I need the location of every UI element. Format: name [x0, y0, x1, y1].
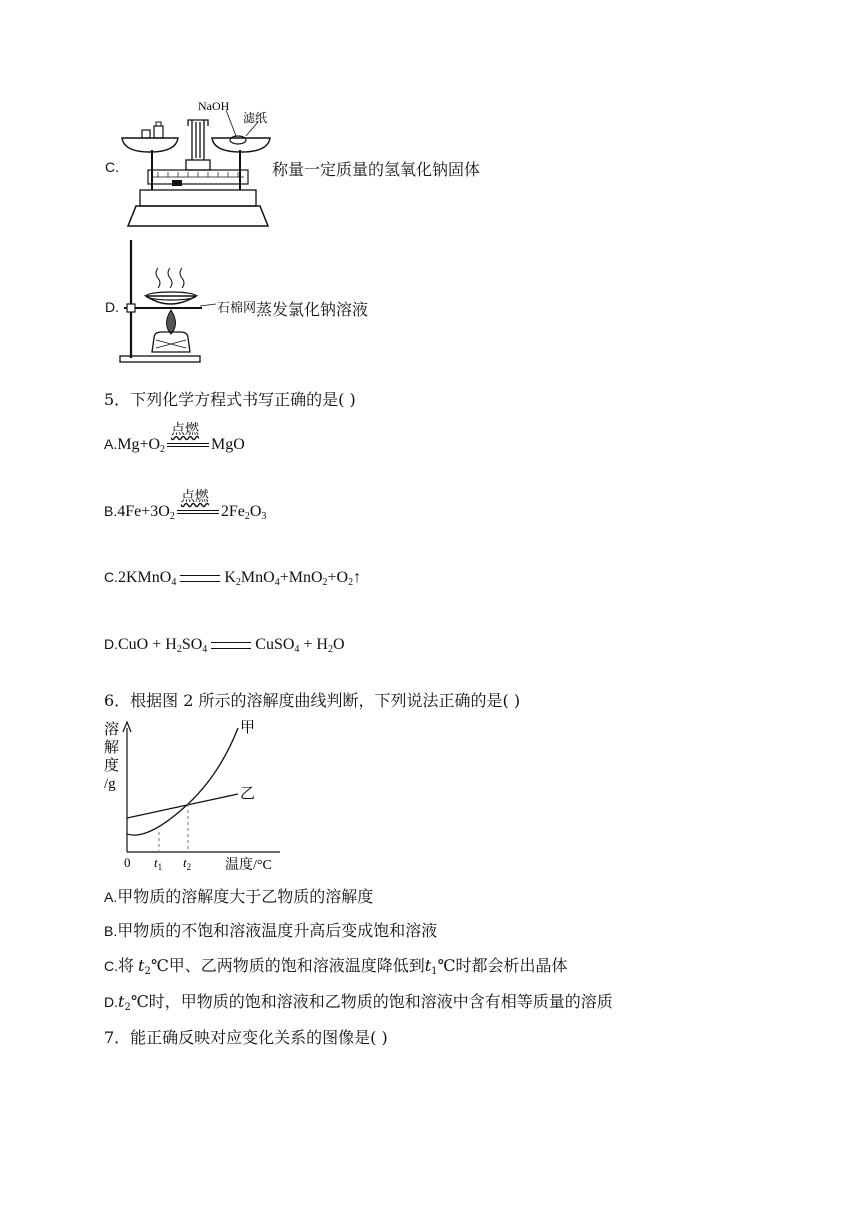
naoh-label: NaOH — [198, 99, 230, 113]
evaporation-diagram — [118, 240, 218, 366]
q6-option-b[interactable]: B.甲物质的不饱和溶液温度升高后变成饱和溶液 — [104, 921, 438, 940]
asbestos-net-label: 石棉网 — [217, 301, 257, 316]
balance-diagram — [118, 98, 278, 232]
series-yi-line — [127, 794, 238, 818]
option-c-text: 称量一定质量的氢氧化钠固体 — [272, 160, 481, 179]
q7-stem: 7．能正确反映对应变化关系的图像是( ) — [104, 1028, 388, 1047]
q5-stem: 5．下列化学方程式书写正确的是( ) — [104, 390, 356, 409]
ylabel-char-1: 溶 — [104, 722, 120, 738]
series-yi-label: 乙 — [240, 786, 256, 802]
q6-stem: 6．根据图 2 所示的溶解度曲线判断，下列说法正确的是( ) — [104, 691, 521, 710]
tick-t1: $t_1$ — [154, 855, 163, 872]
option-d-letter: D. — [105, 299, 119, 315]
xlabel: 温度/°C — [225, 858, 272, 872]
q5-option-c[interactable]: C.2KMnO$_4$ $K_2MnO_4+MnO_2+O_2↑$ — [104, 569, 362, 588]
origin-label: 0 — [124, 855, 131, 870]
series-jia-label: 甲 — [240, 720, 256, 736]
ylabel-char-4: /g — [104, 776, 116, 792]
q5-option-b[interactable]: $B.4Fe+3O_2$ 点燃 $2Fe_2O_3$ — [104, 490, 267, 522]
filter-paper-label: 滤纸 — [243, 111, 268, 125]
q5-option-d[interactable]: $D.CuO + H_2SO_4$ CuSO$_4$ + $H_2O$ — [104, 636, 345, 655]
q6-option-a[interactable]: A.甲物质的溶解度大于乙物质的溶解度 — [104, 887, 374, 906]
solubility-chart — [100, 716, 290, 872]
ylabel-char-3: 度 — [104, 758, 120, 774]
series-jia-line — [127, 728, 238, 835]
tick-t2: $t_2$ — [183, 855, 192, 872]
option-c-letter: C. — [105, 159, 119, 175]
q6-option-c[interactable]: C.将 $t_2℃$甲、乙两物质的饱和溶液温度降低到$t_1℃$时都会析出晶体 — [104, 956, 568, 977]
q5-option-a[interactable]: $A.Mg+O_2$ 点燃 MgO — [104, 423, 245, 455]
q6-option-d[interactable]: $D.t_2℃$时，甲物质的饱和溶液和乙物质的饱和溶液中含有相等质量的溶质 — [104, 992, 613, 1013]
ylabel-char-2: 解 — [104, 740, 120, 756]
option-d-text: 蒸发氯化钠溶液 — [256, 300, 369, 319]
